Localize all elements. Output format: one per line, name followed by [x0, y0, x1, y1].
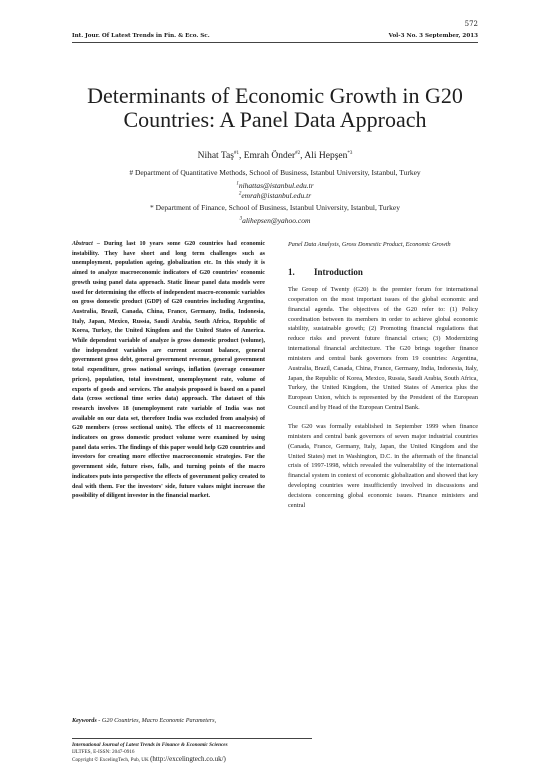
- author-list: [60, 151, 490, 161]
- section-title: Introduction: [314, 267, 363, 277]
- running-header: [72, 33, 478, 39]
- page-number: 572: [464, 20, 478, 28]
- footer-issn: IJLTFES, E-ISSN: 2047-0916: [72, 749, 135, 756]
- keywords-label: Keywords: [72, 717, 97, 724]
- body-paragraph: The G20 was formally established in September 1999 when finance ministers and central bank governors of seven major industrial countries (Canada, France, Germany, Italy, Japan, the United Kingdom and the United States) met in Washington, D.C. in the aftermath of the financial crisis of 1997-1998, which revealed the vulnerability of the international financial system in context of economic globalization and showed that key developing countries were insufficiently involved in discussions and decisions concerning global economic issues. Finance ministers and central: [288, 422, 478, 509]
- abstract: Abstract – During last 10 years some G20 countries had economic instability. They have short and long term challenges such as unemployment, population ageing, globalization etc. In this study it is aimed to analyze macroeconomic indicators of G20 countries' economic growth using panel data approach. Static linear panel data models were used for determining the effects of independent macro-economic variables on gross domestic product (GDP) of G20 countries including Argentina, Australia, Brazil, Canada, China, France, Germany, India, Indonesia, Italy, Japan, Mexico, Russia, Saudi Arabia, South Africa, Republic of Korea, Turkey, the United Kingdom and the United States of America. While dependent variable of analyze is gross domestic product (volume), the independent variables are current account balance, general government gross debt, general government revenue, general government total expenditure, gross national savings, inflation (average consumer prices), population, total investment, unemployment rate, volume of exports of goods and services. The analysis proposed is based on a panel data (cross sectional time series data) approach. The dataset of this research involves 18 (unemployment rate variable of India was not available on our data set, therefore India was excluded from analysis) of G20 members (cross sectional units). The effects of 11 macroeconomic indicators on gross domestic product volume were examined by using panel data series. The findings of this paper would help G20 countries and investors for creating more effective macroeconomic strategies. For the government side, future rises, falls, and turning points of the macro indicators puts into perspective the effects of government policy created to deal with them. For the investors' side, future values might increase the possibility of diligent investor in the financial market.: [72, 241, 266, 500]
- author-names: Nihat Taş$^{\#1}$, Emrah Önder$^{\#2}$, Ali Hepşen$^{*3}$: [197, 151, 353, 162]
- paper-title: Determinants of Economic Growth in G20 Countries: A Panel Data Approach: [87, 83, 463, 132]
- email-2: [60, 189, 490, 201]
- email-1-text: $^1$nihattas@istanbul.edu.tr: [236, 180, 314, 190]
- affiliation-2: * Department of Finance, School of Business, Istanbul University, Istanbul, Turkey: [150, 203, 400, 212]
- footer-rule: [72, 738, 312, 739]
- footer-journal: International Journal of Latest Trends in Finance & Economic Sciences: [72, 742, 228, 748]
- header-volume: Vol-3 No. 3 September, 2013: [388, 33, 478, 39]
- abstract-label: Abstract: [72, 241, 93, 247]
- email-3: [60, 214, 490, 226]
- section-heading: [288, 267, 363, 277]
- affiliation-1: # Department of Quantitative Methods, School of Business, Istanbul University, Istanbul, Turkey: [129, 168, 421, 177]
- footer-link[interactable]: (http://excelingtech.co.uk/): [150, 755, 226, 764]
- header-rule: [72, 42, 478, 43]
- body-paragraph: The Group of Twenty (G20) is the premier forum for international cooperation on the most important issues of the global economic and financial agenda. The objectives of the G20 refer to: (1) Policy coordination between its members in order to achieve global economic stability, sustainable growth; (2) Promoting financial regulations that reduce risks and prevent future financial crises; (3) Modernizing international financial architecture. The G20 brings together finance ministers and central bank governors from 19 countries: Argentina, Australia, Brazil, Canada, China, France, Germany, India, Indonesia, Italy, Japan, the Republic of Korea, Mexico, Russia, Saudi Arabia, South Africa, Turkey, the United Kingdom, the United States of America plus the European Union, which is represented by the President of the European Council and by Head of the European Central Bank.: [288, 286, 478, 412]
- keywords-text: G20 Countries, Macro Economic Parameters,: [101, 717, 217, 724]
- section-number: 1.: [288, 267, 295, 277]
- header-journal: Int. Jour. Of Latest Trends in Fin. & Eco. Sc.: [72, 33, 210, 39]
- email-2-text: $^2$emrah@istanbul.edu.tr: [238, 190, 312, 200]
- email-3-text: $^3$alihepsen@yahoo.com: [239, 215, 311, 225]
- keywords: Keywords - G20 Countries, Macro Economic Parameters,: [72, 717, 217, 724]
- keywords-continued: Panel Data Analysis, Gross Domestic Product, Economic Growth: [288, 241, 451, 248]
- footer-copyright: Copyright © ExcelingTech, Pub, UK: [72, 757, 149, 764]
- abstract-text: During last 10 years some G20 countries had economic instability. They have short and long term challenges such as unemployment, population ageing, globalization etc. In this study it is aimed to analyze macroeconomic indicators of G20 countries' economic growth using panel data approach. Static linear panel data models were used for determining the effects of independent macro-economic variables on gross domestic product (GDP) of G20 countries including Argentina, Australia, Brazil, Canada, China, France, Germany, India, Indonesia, Italy, Japan, Mexico, Russia, Saudi Arabia, South Africa, Republic of Korea, Turkey, the United Kingdom and the United States of America. While dependent variable of analyze is gross domestic product (volume), the independent variables are current account balance, general government gross debt, general government revenue, general government total expenditure, gross national savings, inflation (average consumer prices), population, total investment, unemployment rate, volume of exports of goods and services. The analysis proposed is based on a panel data (cross sectional time series data) approach. The dataset of this research involves 18 (unemployment rate variable of India was not available on our data set, therefore India was excluded from analysis) of G20 members (cross sectional units). The effects of 11 macroeconomic indicators on gross domestic product volume were examined by using panel data series. The findings of this paper would help G20 countries and investors for creating more effective macroeconomic strategies. For the government side, future rises, falls, and turning points of the macro indicators puts into perspective the effects of government policy created to deal with them. For the investors' side, future values might increase the possibility of diligent investor in the financial market.: [72, 241, 266, 500]
- introduction-body: [288, 285, 478, 511]
- footer: [72, 742, 228, 765]
